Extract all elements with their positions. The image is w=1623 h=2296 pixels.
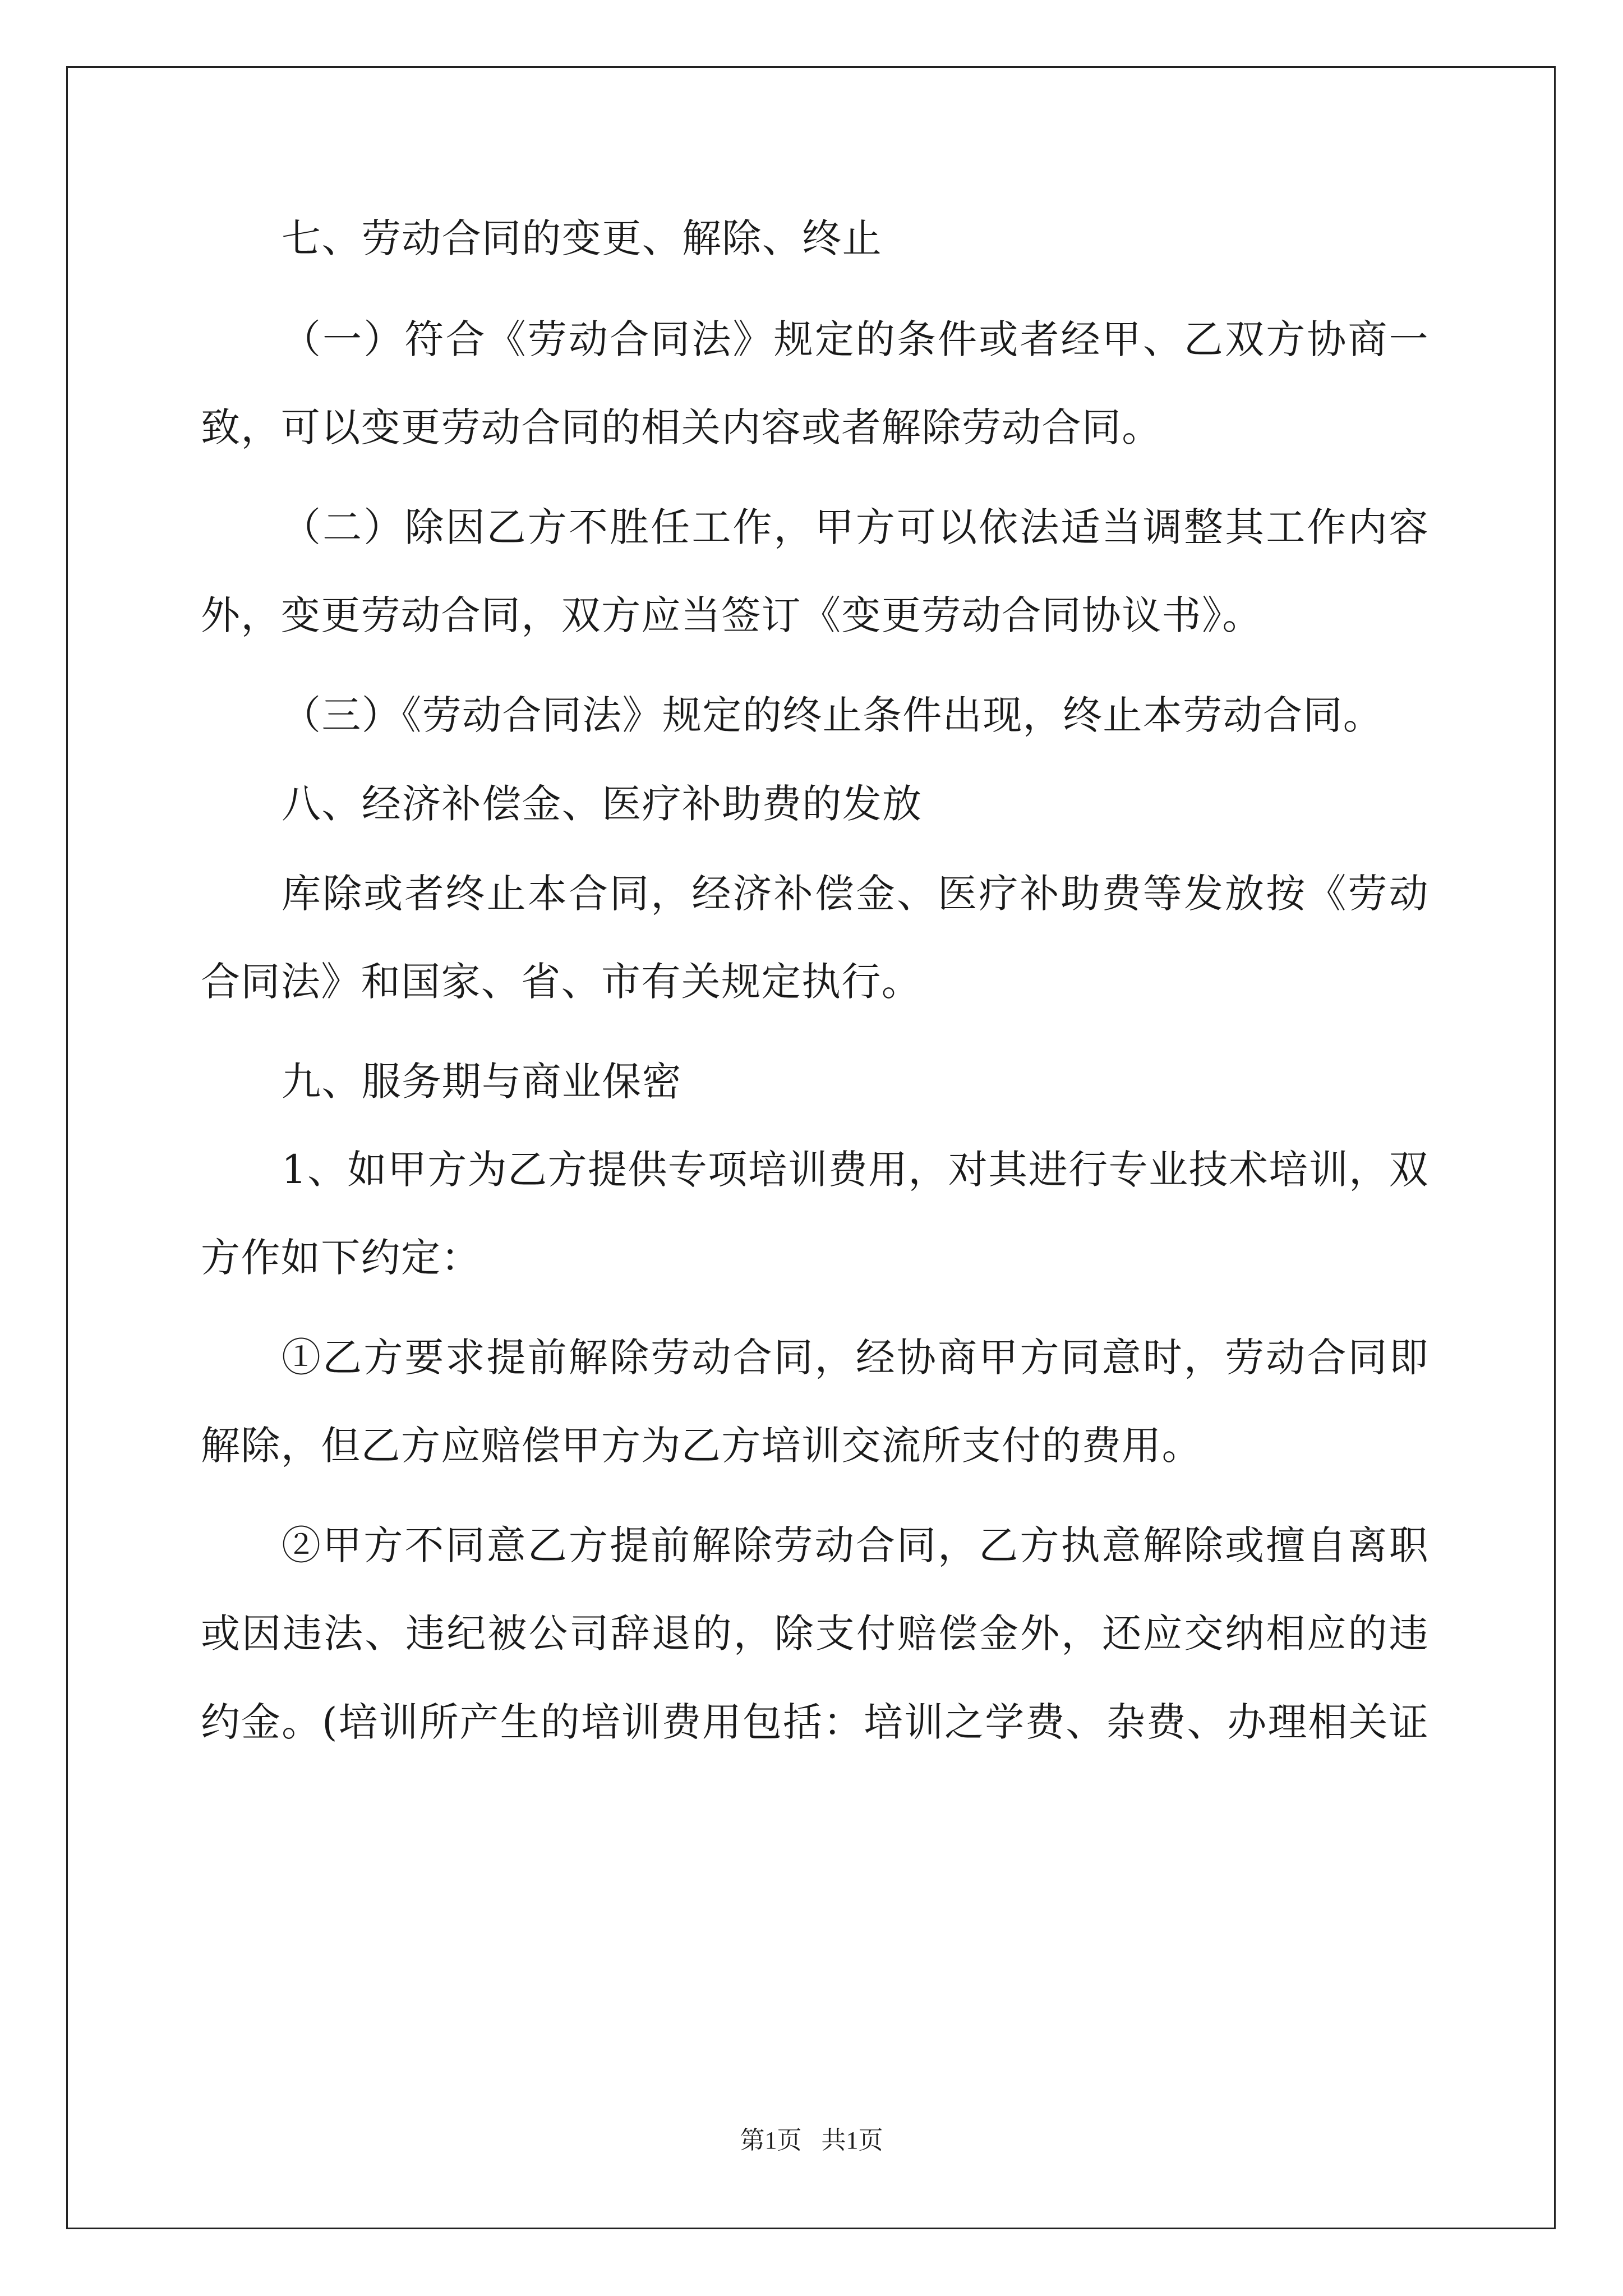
paragraph-line: 库除或者终止本合同，经济补偿金、医疗补助费等发放按《劳动: [282, 871, 1429, 917]
paragraph-line: 或因违法、违纪被公司辞退的，除支付赔偿金外，还应交纳相应的违: [201, 1611, 1429, 1657]
page-total: 共1页: [821, 2127, 883, 2154]
paragraph-line: （二）除因乙方不胜任工作，甲方可以依法适当调整其工作内容: [282, 504, 1429, 550]
paragraph-line: （一）符合《劳动合同法》规定的条件或者经甲、乙双方协商一: [282, 316, 1429, 362]
paragraph-line: （三）《劳动合同法》规定的终止条件出现，终止本劳动合同。: [282, 692, 1384, 738]
paragraph-line: ②甲方不同意乙方提前解除劳动合同，乙方执意解除或擅自离职: [282, 1522, 1429, 1568]
section-heading-8: 八、经济补偿金、医疗补助费的发放: [282, 781, 923, 827]
page-number: 第1页: [740, 2127, 802, 2154]
page-footer: [0, 2125, 1623, 2156]
paragraph-line: 方作如下约定：: [201, 1235, 481, 1281]
section-heading-7: 七、劳动合同的变更、解除、终止: [282, 215, 882, 261]
paragraph-line: 解除，但乙方应赔偿甲方为乙方培训交流所支付的费用。: [201, 1423, 1202, 1469]
paragraph-line: 约金。(培训所产生的培训费用包括：培训之学费、杂费、办理相关证: [201, 1699, 1429, 1745]
paragraph-line: ①乙方要求提前解除劳动合同，经协商甲方同意时，劳动合同即: [282, 1335, 1429, 1381]
section-heading-9: 九、服务期与商业保密: [282, 1059, 682, 1105]
paragraph-line: 1、如甲方为乙方提供专项培训费用，对其进行专业技术培训，双: [282, 1147, 1429, 1193]
paragraph-line: 外，变更劳动合同，双方应当签订《变更劳动合同协议书》。: [201, 592, 1262, 638]
paragraph-line: 致，可以变更劳动合同的相关内容或者解除劳动合同。: [201, 404, 1162, 450]
paragraph-line: 合同法》和国家、省、市有关规定执行。: [201, 959, 922, 1005]
